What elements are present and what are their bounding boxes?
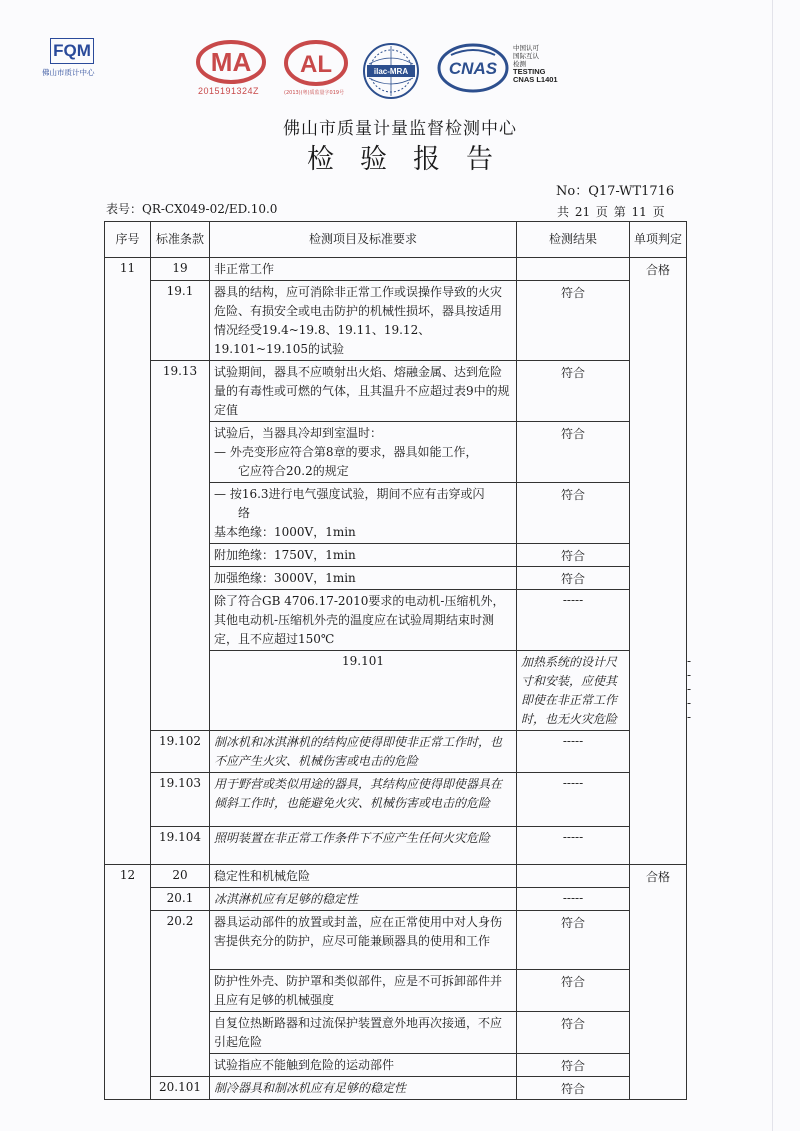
item-line: — 按16.3进行电气强度试验，期间不应有击穿或闪	[214, 487, 485, 501]
result-cell: 符合	[517, 281, 630, 361]
item-cell: 加强绝缘：3000V，1min	[210, 567, 517, 590]
item-cell: 试验期间，器具不应喷射出火焰、熔融金属、达到危险量的有毒性或可燃的气体，且其温升不应超过表9中的规定值	[210, 361, 517, 422]
cnas-caption-line4: TESTING	[513, 67, 546, 76]
item-cell: 照明装置在非正常工作条件下不应产生任何火灾危险	[210, 827, 517, 865]
inspection-table	[104, 221, 692, 1100]
result-cell: 符合	[517, 1012, 630, 1054]
verdict-cell: 合格	[630, 258, 687, 865]
item-cell: 制冷器具和制冰机应有足够的稳定性	[210, 1077, 517, 1100]
item-line: 它应符合20.2的规定	[238, 464, 349, 478]
table-row	[105, 281, 687, 361]
item-cell: 加热系统的设计尺寸和安装，应使其即使在非正常工作时，也无火灾危险	[517, 651, 630, 731]
result-cell: 符合	[517, 911, 630, 970]
table-row: 19.101 加热系统的设计尺寸和安装，应使其即使在非正常工作时，也无火灾危险 -----	[105, 651, 687, 731]
clause-cell: 19.1	[151, 281, 210, 361]
cal-logo-text: AL	[300, 51, 332, 78]
item-cell: 器具的结构，应可消除非正常工作或误操作导致的火灾危险、有损安全或电击防护的机械性损坏，器具按适用情况经受19.4~19.8、19.11、19.12、19.101~19.105的试验	[210, 281, 517, 361]
item-cell: 试验指应不能触到危险的运动部件	[210, 1054, 517, 1077]
verdict-cell: 合格	[630, 865, 687, 1100]
table-row	[105, 888, 687, 911]
ilac-mra-logo-text: ilac-MRA	[373, 67, 409, 76]
cnas-logo	[437, 43, 509, 93]
item-line: 络	[238, 506, 251, 520]
clause-cell: 20.101	[151, 1077, 210, 1100]
clause-cell: 20.1	[151, 888, 210, 911]
result-cell: 符合	[517, 361, 630, 422]
result-cell: 符合	[517, 483, 630, 544]
table-row	[105, 731, 687, 773]
result-cell	[517, 865, 630, 888]
item-cell: 用于野营或类似用途的器具，其结构应使得即使器具在倾斜工作时，也能避免火灾、机械伤害或电击的危险	[210, 773, 517, 827]
item-cell: 自复位热断路器和过流保护装置意外地再次接通，不应引起危险	[210, 1012, 517, 1054]
header-verdict: 单项判定	[630, 222, 687, 258]
result-cell: -----	[517, 888, 630, 911]
seq-cell: 11	[105, 258, 151, 865]
item-cell	[210, 483, 517, 544]
item-cell: 除了符合GB 4706.17-2010要求的电动机-压缩机外，其他电动机-压缩机外壳的温度应在试验周期结束时测定，且不应超过150℃	[210, 590, 517, 651]
result-cell: 符合	[517, 1054, 630, 1077]
item-cell: 制冰机和冰淇淋机的结构应使得即使非正常工作时，也不应产生火灾、机械伤害或电击的危险	[210, 731, 517, 773]
fqm-logo: FQM	[50, 38, 94, 64]
item-cell: 稳定性和机械危险	[210, 865, 517, 888]
item-cell: 非正常工作	[210, 258, 517, 281]
cal-logo	[284, 40, 348, 88]
clause-cell: 19	[151, 258, 210, 281]
table-row	[105, 773, 687, 827]
result-cell: 符合	[517, 422, 630, 483]
cnas-caption-line5: CNAS L1401	[513, 75, 558, 84]
cal-number: (2013)(粤)质监量字019号	[284, 90, 345, 96]
result-cell: -----	[517, 731, 630, 773]
clause-cell: 19.104	[151, 827, 210, 865]
page-edge	[772, 0, 773, 1131]
result-cell	[517, 258, 630, 281]
table-row	[105, 827, 687, 865]
cnas-caption-line1: 中国认可	[513, 44, 539, 52]
cma-logo-text: MA	[210, 47, 252, 77]
item-cell: 防护性外壳、防护罩和类似部件，应是不可拆卸部件并且应有足够的机械强度	[210, 970, 517, 1012]
item-line: — 外壳变形应符合第8章的要求，器具如能工作，	[214, 445, 478, 459]
clause-cell: 19.102	[151, 731, 210, 773]
clause-cell: 19.103	[151, 773, 210, 827]
cnas-caption-line2: 国际互认	[513, 52, 539, 60]
page-count: 共 21 页 第 11 页	[557, 205, 665, 219]
item-line: 基本绝缘：1000V，1min	[214, 525, 356, 539]
result-cell: 符合	[517, 567, 630, 590]
clause-cell: 19.13	[151, 361, 210, 731]
table-row	[105, 865, 687, 888]
seq-cell: 12	[105, 865, 151, 1100]
report-number: No：Q17-WT1716	[556, 184, 675, 199]
cnas-caption	[513, 44, 558, 84]
cnas-caption-line3: 检测	[513, 60, 526, 68]
result-cell: 符合	[517, 970, 630, 1012]
cnas-logo-text: CNAS	[448, 59, 498, 78]
item-line: 试验后，当器具冷却到室温时：	[214, 426, 383, 440]
item-cell: 器具运动部件的放置或封盖，应在正常使用中对人身伤害提供充分的防护，应尽可能兼顾器具的使用和工作	[210, 911, 517, 970]
table-row	[105, 1077, 687, 1100]
fqm-subtitle: 佛山市质计中心	[42, 68, 95, 77]
item-cell	[210, 422, 517, 483]
ilac-mra-logo	[361, 42, 421, 100]
result-cell: -----	[517, 773, 630, 827]
cma-logo	[196, 40, 266, 84]
result-cell: -----	[517, 590, 630, 651]
header-item: 检测项目及标准要求	[210, 222, 517, 258]
header-clause: 标准条款	[151, 222, 210, 258]
table-row	[105, 911, 687, 970]
table-row	[105, 361, 687, 422]
organization-name: 佛山市质量计量监督检测中心	[283, 119, 517, 139]
result-cell: 符合	[517, 544, 630, 567]
clause-cell: 20.2	[151, 911, 210, 1077]
document-title: 检验报告	[307, 144, 519, 175]
table-row	[105, 258, 687, 281]
item-cell: 冰淇淋机应有足够的稳定性	[210, 888, 517, 911]
result-cell: -----	[517, 827, 630, 865]
cma-number: 2015191324Z	[198, 86, 260, 96]
form-number: 表号：QR-CX049-02/ED.10.0	[106, 202, 278, 216]
clause-cell: 19.101	[210, 651, 517, 731]
result-cell: 符合	[517, 1077, 630, 1100]
clause-cell: 20	[151, 865, 210, 888]
header-result: 检测结果	[517, 222, 630, 258]
table-header-row	[105, 222, 687, 258]
item-cell: 附加绝缘：1750V，1min	[210, 544, 517, 567]
header-seq: 序号	[105, 222, 151, 258]
